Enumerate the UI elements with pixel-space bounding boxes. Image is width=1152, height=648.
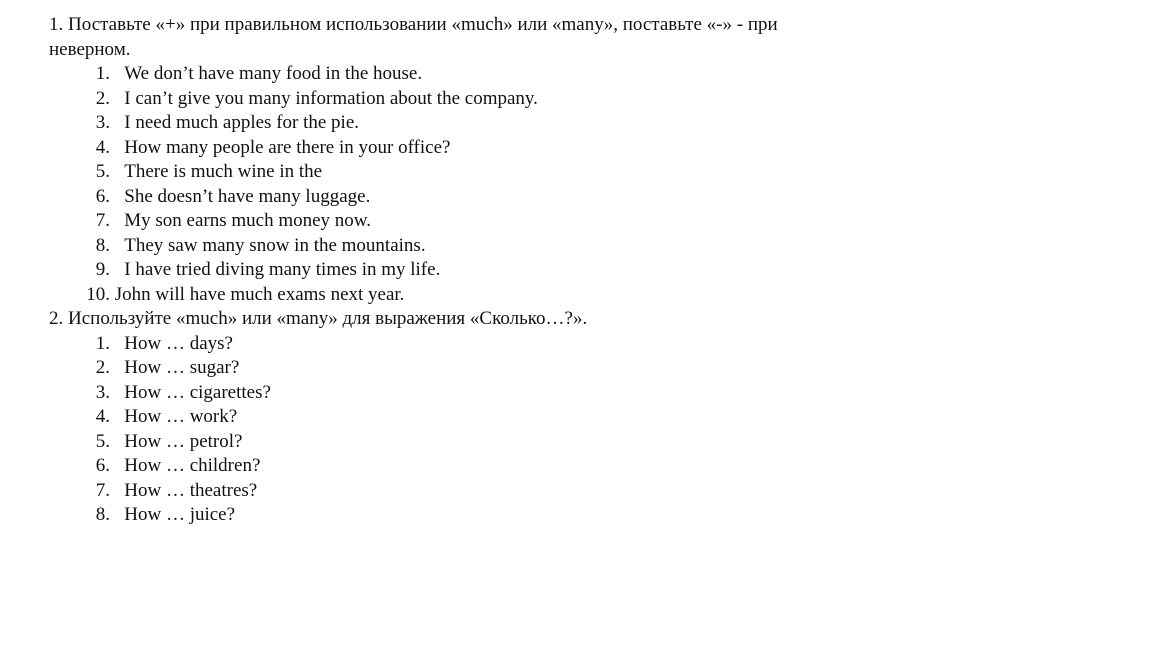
item-text: How … cigarettes?: [124, 381, 271, 403]
item-number: 1.: [95, 63, 110, 84]
list-item: [49, 356, 1109, 381]
list-item: [49, 62, 1109, 87]
list-item: [49, 209, 1109, 234]
item-text: How … days?: [124, 332, 233, 354]
list-item: [49, 381, 1109, 406]
item-text: There is much wine in the: [124, 161, 323, 182]
item-text: My son earns much money now.: [124, 210, 372, 231]
list-item: [49, 160, 1109, 185]
item-text: How … juice?: [124, 504, 236, 525]
item-number: 2.: [95, 87, 110, 109]
item-number: 4.: [95, 136, 110, 158]
item-text: I need much apples for the pie.: [124, 112, 360, 133]
task1-heading: 1. Поставьте «+» при правильном использовании «much» или «many», поставьте «-» - при неверном.: [49, 14, 778, 60]
item-number: 1.: [95, 332, 110, 354]
list-item: [49, 430, 1109, 455]
list-item: [49, 479, 1109, 504]
item-text: She doesn’t have many luggage.: [124, 185, 371, 207]
item-number: 3.: [95, 381, 110, 403]
item-number: 6.: [95, 185, 110, 207]
item-text: How … work?: [124, 406, 238, 427]
item-number: 6.: [95, 455, 110, 476]
task2-heading: 2. Используйте «much» или «many» для выражения «Сколько…?».: [49, 308, 588, 329]
item-text: How … theatres?: [124, 479, 258, 501]
list-item: [49, 136, 1109, 161]
list-item: [49, 87, 1109, 112]
list-item: [49, 258, 1109, 283]
item-number: 8.: [95, 504, 110, 525]
item-text: We don’t have many food in the house.: [124, 63, 423, 84]
item-number: 5.: [95, 161, 110, 182]
item-text: How … petrol?: [124, 430, 243, 452]
item-number: 4.: [95, 406, 110, 427]
item-number: 10.: [86, 283, 110, 305]
item-number: 7.: [95, 479, 110, 501]
item-text: I can’t give you many information about the company.: [124, 87, 538, 109]
list-item: [49, 283, 1109, 308]
item-text: How … sugar?: [124, 357, 240, 378]
list-item: [49, 111, 1109, 136]
item-text: How … children?: [124, 455, 261, 476]
task1-list: [49, 62, 1109, 307]
list-item: [49, 332, 1109, 357]
task2-list: [49, 332, 1109, 528]
list-item: [49, 454, 1109, 479]
item-number: 2.: [95, 357, 110, 378]
list-item: [49, 503, 1109, 528]
item-text: John will have much exams next year.: [114, 283, 405, 305]
item-number: 5.: [95, 430, 110, 452]
item-number: 9.: [95, 259, 110, 280]
item-number: 3.: [95, 112, 110, 133]
item-text: I have tried diving many times in my life.: [124, 259, 441, 280]
list-item: [49, 405, 1109, 430]
item-text: How many people are there in your office?: [124, 136, 451, 158]
item-number: 7.: [95, 210, 110, 231]
document-page: [49, 13, 1109, 528]
list-item: [49, 185, 1109, 210]
item-text: They saw many snow in the mountains.: [124, 234, 426, 256]
list-item: [49, 234, 1109, 259]
item-number: 8.: [95, 234, 110, 256]
